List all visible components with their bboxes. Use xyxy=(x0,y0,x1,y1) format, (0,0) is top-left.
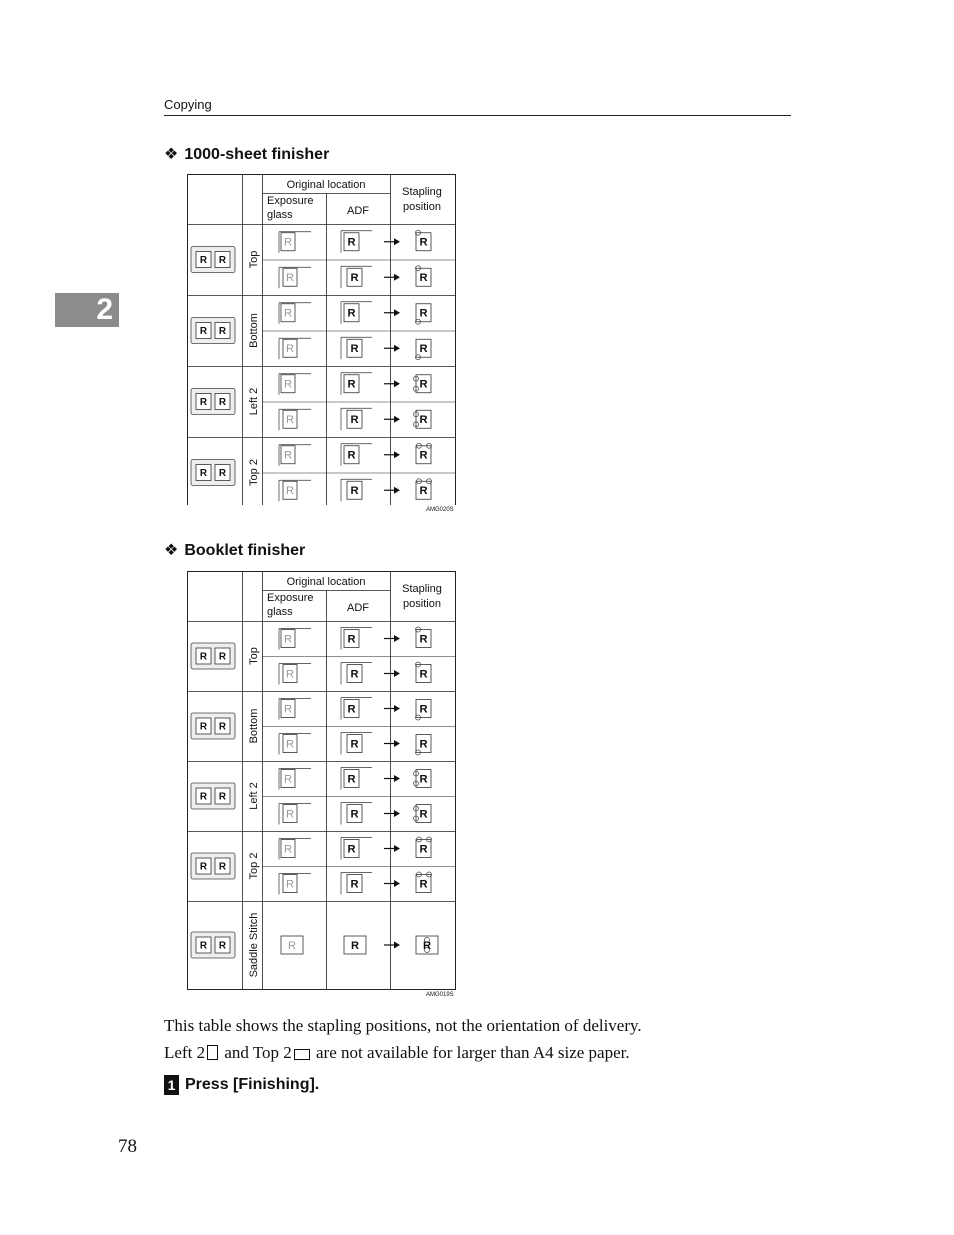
r-glyph: R xyxy=(419,343,428,356)
r-glyph: R xyxy=(285,414,295,427)
r-glyph: R xyxy=(350,808,359,821)
r-glyph: R xyxy=(419,485,428,498)
table-grid xyxy=(187,174,456,505)
r-glyph: R xyxy=(350,272,359,285)
r-glyph: R xyxy=(347,307,356,320)
r-glyph: R xyxy=(218,651,227,663)
note-line-1: This table shows the stapling positions, not the orientation of delivery. xyxy=(164,1016,642,1035)
r-glyph: R xyxy=(419,449,428,462)
exposure-glass-label: glass xyxy=(267,606,293,618)
running-header: Copying xyxy=(164,97,212,112)
r-glyph: R xyxy=(199,651,208,663)
r-glyph: R xyxy=(283,449,293,462)
section-title-text: Booklet finisher xyxy=(184,542,306,559)
r-glyph: R xyxy=(419,236,428,249)
r-glyph: R xyxy=(283,236,293,249)
page-number: 78 xyxy=(118,1136,137,1157)
r-glyph: R xyxy=(285,272,295,285)
stapling-position-label: Stapling xyxy=(402,583,442,595)
r-glyph: R xyxy=(419,808,428,821)
r-glyph: R xyxy=(199,861,208,873)
figure-code: AMG019S xyxy=(426,992,454,998)
adf-label: ADF xyxy=(347,205,369,217)
r-glyph: R xyxy=(350,343,359,356)
r-glyph: R xyxy=(347,703,356,716)
r-glyph: R xyxy=(218,861,227,873)
r-glyph: R xyxy=(199,255,208,267)
stapling-diagram xyxy=(187,571,457,991)
note-left2: Left 2 xyxy=(164,1043,206,1062)
section-title-booklet xyxy=(164,540,305,560)
r-glyph: R xyxy=(350,939,360,952)
original-location-label: Original location xyxy=(286,179,366,191)
r-glyph: R xyxy=(199,791,208,803)
note-top2: and Top 2 xyxy=(224,1043,292,1062)
exposure-glass-label: Exposure xyxy=(267,195,314,207)
exposure-glass-label: glass xyxy=(267,209,293,221)
row-label: Top 2 xyxy=(248,459,260,486)
r-glyph: R xyxy=(218,721,227,733)
r-glyph: R xyxy=(350,738,359,751)
table-grid xyxy=(187,571,456,990)
r-glyph: R xyxy=(347,378,356,391)
row-label: Left 2 xyxy=(248,387,260,416)
r-glyph: R xyxy=(285,485,295,498)
r-glyph: R xyxy=(283,843,293,856)
stapling-table-booklet xyxy=(187,571,457,996)
r-glyph: R xyxy=(419,878,428,891)
row-label: Bottom xyxy=(248,313,260,348)
r-glyph: R xyxy=(199,721,208,733)
stapling-position-label: position xyxy=(403,201,441,213)
r-glyph: R xyxy=(347,843,356,856)
note-line-2 xyxy=(164,1043,630,1063)
portrait-paper-icon xyxy=(207,1045,218,1060)
r-glyph: R xyxy=(419,843,428,856)
r-glyph: R xyxy=(419,414,428,427)
chapter-tab: 2 xyxy=(55,293,119,327)
r-glyph: R xyxy=(285,808,295,821)
r-glyph: R xyxy=(283,378,293,391)
table-border xyxy=(188,572,456,990)
r-glyph: R xyxy=(285,738,295,751)
r-glyph: R xyxy=(350,668,359,681)
r-glyph: R xyxy=(419,378,428,391)
r-glyph: R xyxy=(283,773,293,786)
r-glyph: R xyxy=(283,307,293,320)
r-glyph: R xyxy=(347,236,356,249)
original-location-label: Original location xyxy=(286,576,366,588)
r-glyph: R xyxy=(199,468,208,480)
diamond-bullet-icon: ❖ xyxy=(164,542,179,559)
stapling-table-1000-sheet xyxy=(187,174,457,510)
r-glyph: R xyxy=(347,773,356,786)
step-number: 1 xyxy=(164,1075,179,1095)
r-glyph: R xyxy=(283,633,293,646)
section-title-text: 1000-sheet finisher xyxy=(184,146,330,163)
r-glyph: R xyxy=(419,703,428,716)
r-glyph: R xyxy=(199,326,208,338)
exposure-glass-label: Exposure xyxy=(267,592,314,604)
row-label: Top 2 xyxy=(248,852,260,880)
r-glyph: R xyxy=(199,940,208,952)
row-label: Top xyxy=(248,647,260,665)
r-glyph: R xyxy=(347,449,356,462)
r-glyph: R xyxy=(422,939,432,952)
step-1 xyxy=(164,1075,319,1095)
r-glyph: R xyxy=(287,939,297,952)
r-glyph: R xyxy=(285,343,295,356)
r-glyph: R xyxy=(419,738,428,751)
r-glyph: R xyxy=(419,307,428,320)
row-label: Left 2 xyxy=(248,782,260,810)
r-glyph: R xyxy=(218,397,227,409)
r-glyph: R xyxy=(350,414,359,427)
r-glyph: R xyxy=(283,703,293,716)
r-glyph: R xyxy=(419,272,428,285)
figure-code: AMG020S xyxy=(426,507,454,513)
r-glyph: R xyxy=(218,468,227,480)
note-rest: are not available for larger than A4 size paper. xyxy=(316,1043,630,1062)
stapling-diagram xyxy=(187,174,457,505)
r-glyph: R xyxy=(350,878,359,891)
header-rule xyxy=(164,115,791,116)
r-glyph: R xyxy=(285,878,295,891)
row-label: Bottom xyxy=(248,708,260,744)
r-glyph: R xyxy=(199,397,208,409)
diamond-bullet-icon: ❖ xyxy=(164,146,179,163)
r-glyph: R xyxy=(285,668,295,681)
r-glyph: R xyxy=(419,633,428,646)
landscape-paper-icon xyxy=(294,1049,310,1060)
r-glyph: R xyxy=(347,633,356,646)
r-glyph: R xyxy=(218,940,227,952)
r-glyph: R xyxy=(350,485,359,498)
r-glyph: R xyxy=(218,255,227,267)
section-title-1000-sheet xyxy=(164,144,329,164)
step-label: Press [Finishing]. xyxy=(185,1076,320,1093)
adf-label: ADF xyxy=(347,602,369,614)
stapling-position-label: position xyxy=(403,598,441,610)
r-glyph: R xyxy=(419,668,428,681)
r-glyph: R xyxy=(218,326,227,338)
stapling-position-label: Stapling xyxy=(402,186,442,198)
r-glyph: R xyxy=(419,773,428,786)
row-label: Top xyxy=(248,250,260,269)
r-glyph: R xyxy=(218,791,227,803)
row-label: Saddle Stitch xyxy=(248,912,260,978)
